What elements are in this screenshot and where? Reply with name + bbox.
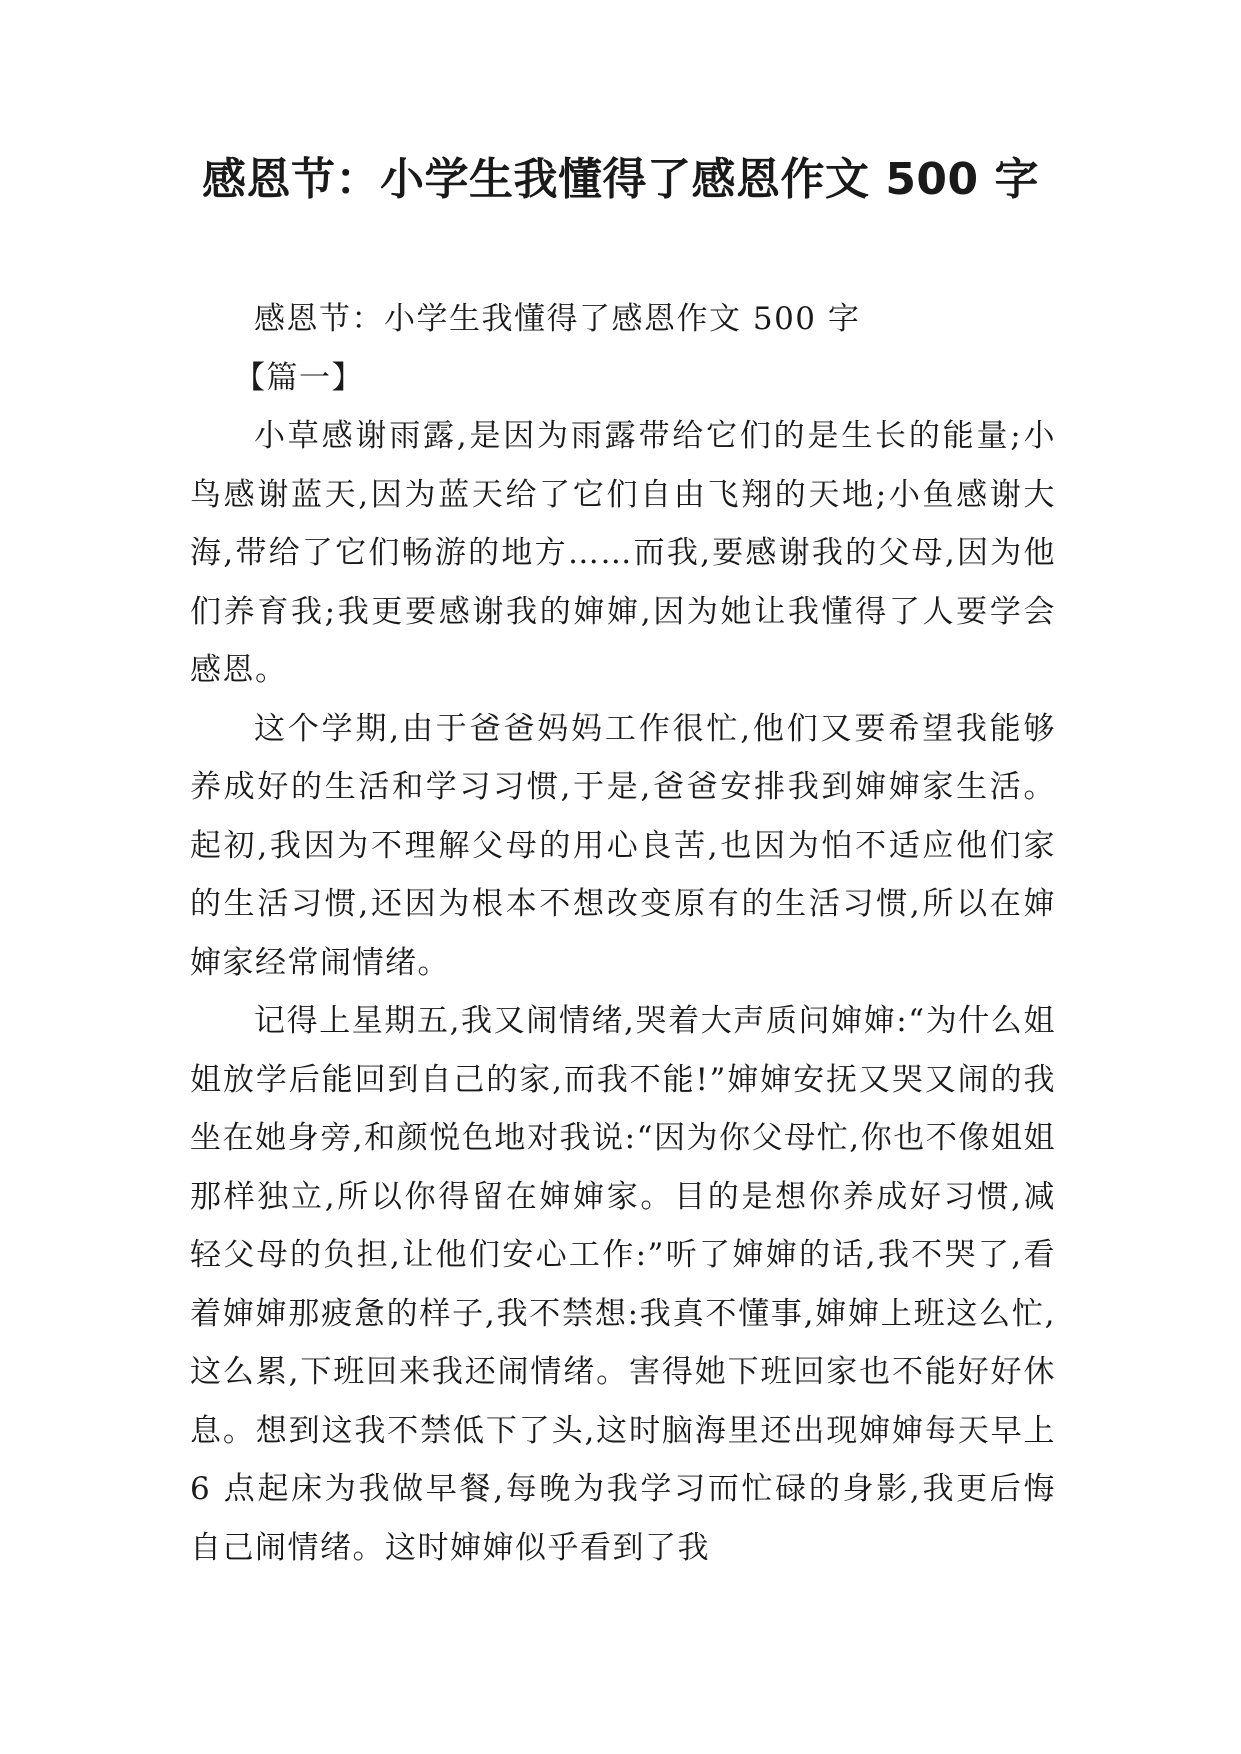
paragraph: 这个学期,由于爸爸妈妈工作很忙,他们又要希望我能够养成好的生活和学习习惯,于是,爸爸安排我到婶婶家生活。起初,我因为不理解父母的用心良苦,也因为怕不适应他们家的生活习惯,还因为根本不想改变原有的生活习惯,所以在婶婶家经常闹情绪。 [190,710,1056,981]
paragraph: 小草感谢雨露,是因为雨露带给它们的是生长的能量;小鸟感谢蓝天,因为蓝天给了它们自由飞翔的天地;小鱼感谢大海,带给了它们畅游的地方……而我,要感谢我的父母,因为他们养育我;我更要感谢我的婶婶,因为她让我懂得了人要学会感恩。 [190,418,1056,688]
document-title: 感恩节：小学生我懂得了感恩作文 500 字 [202,154,1039,205]
section-heading: 【篇一】 [234,359,364,396]
document-subtitle: 感恩节：小学生我懂得了感恩作文 500 字 [254,301,861,337]
document-body [190,290,1056,1577]
paragraph: 记得上星期五,我又闹情绪,哭着大声质问婶婶:“为什么姐姐放学后能回到自己的家,而我不能!”婶婶安抚又哭又闹的我坐在她身旁,和颜悦色地对我说:“因为你父母忙,你也不像姐姐那样独立,所以你得留在婶婶家。目的是想你养成好习惯,减轻父母的负担,让他们安心工作:”听了婶婶的话,我不哭了,看着婶婶那疲惫的样子,我不禁想:我真不懂事,婶婶上班这么忙,这么累,下班回来我还闹情绪。害得她下班回家也不能好好休息。想到这我不禁低下了头,这时脑海里还出现婶婶每天早上 6 点起床为我做早餐,每晚为我学习而忙碌的身影,我更后悔自己闹情绪。这时婶婶似乎看到了我 [190,1003,1056,1566]
